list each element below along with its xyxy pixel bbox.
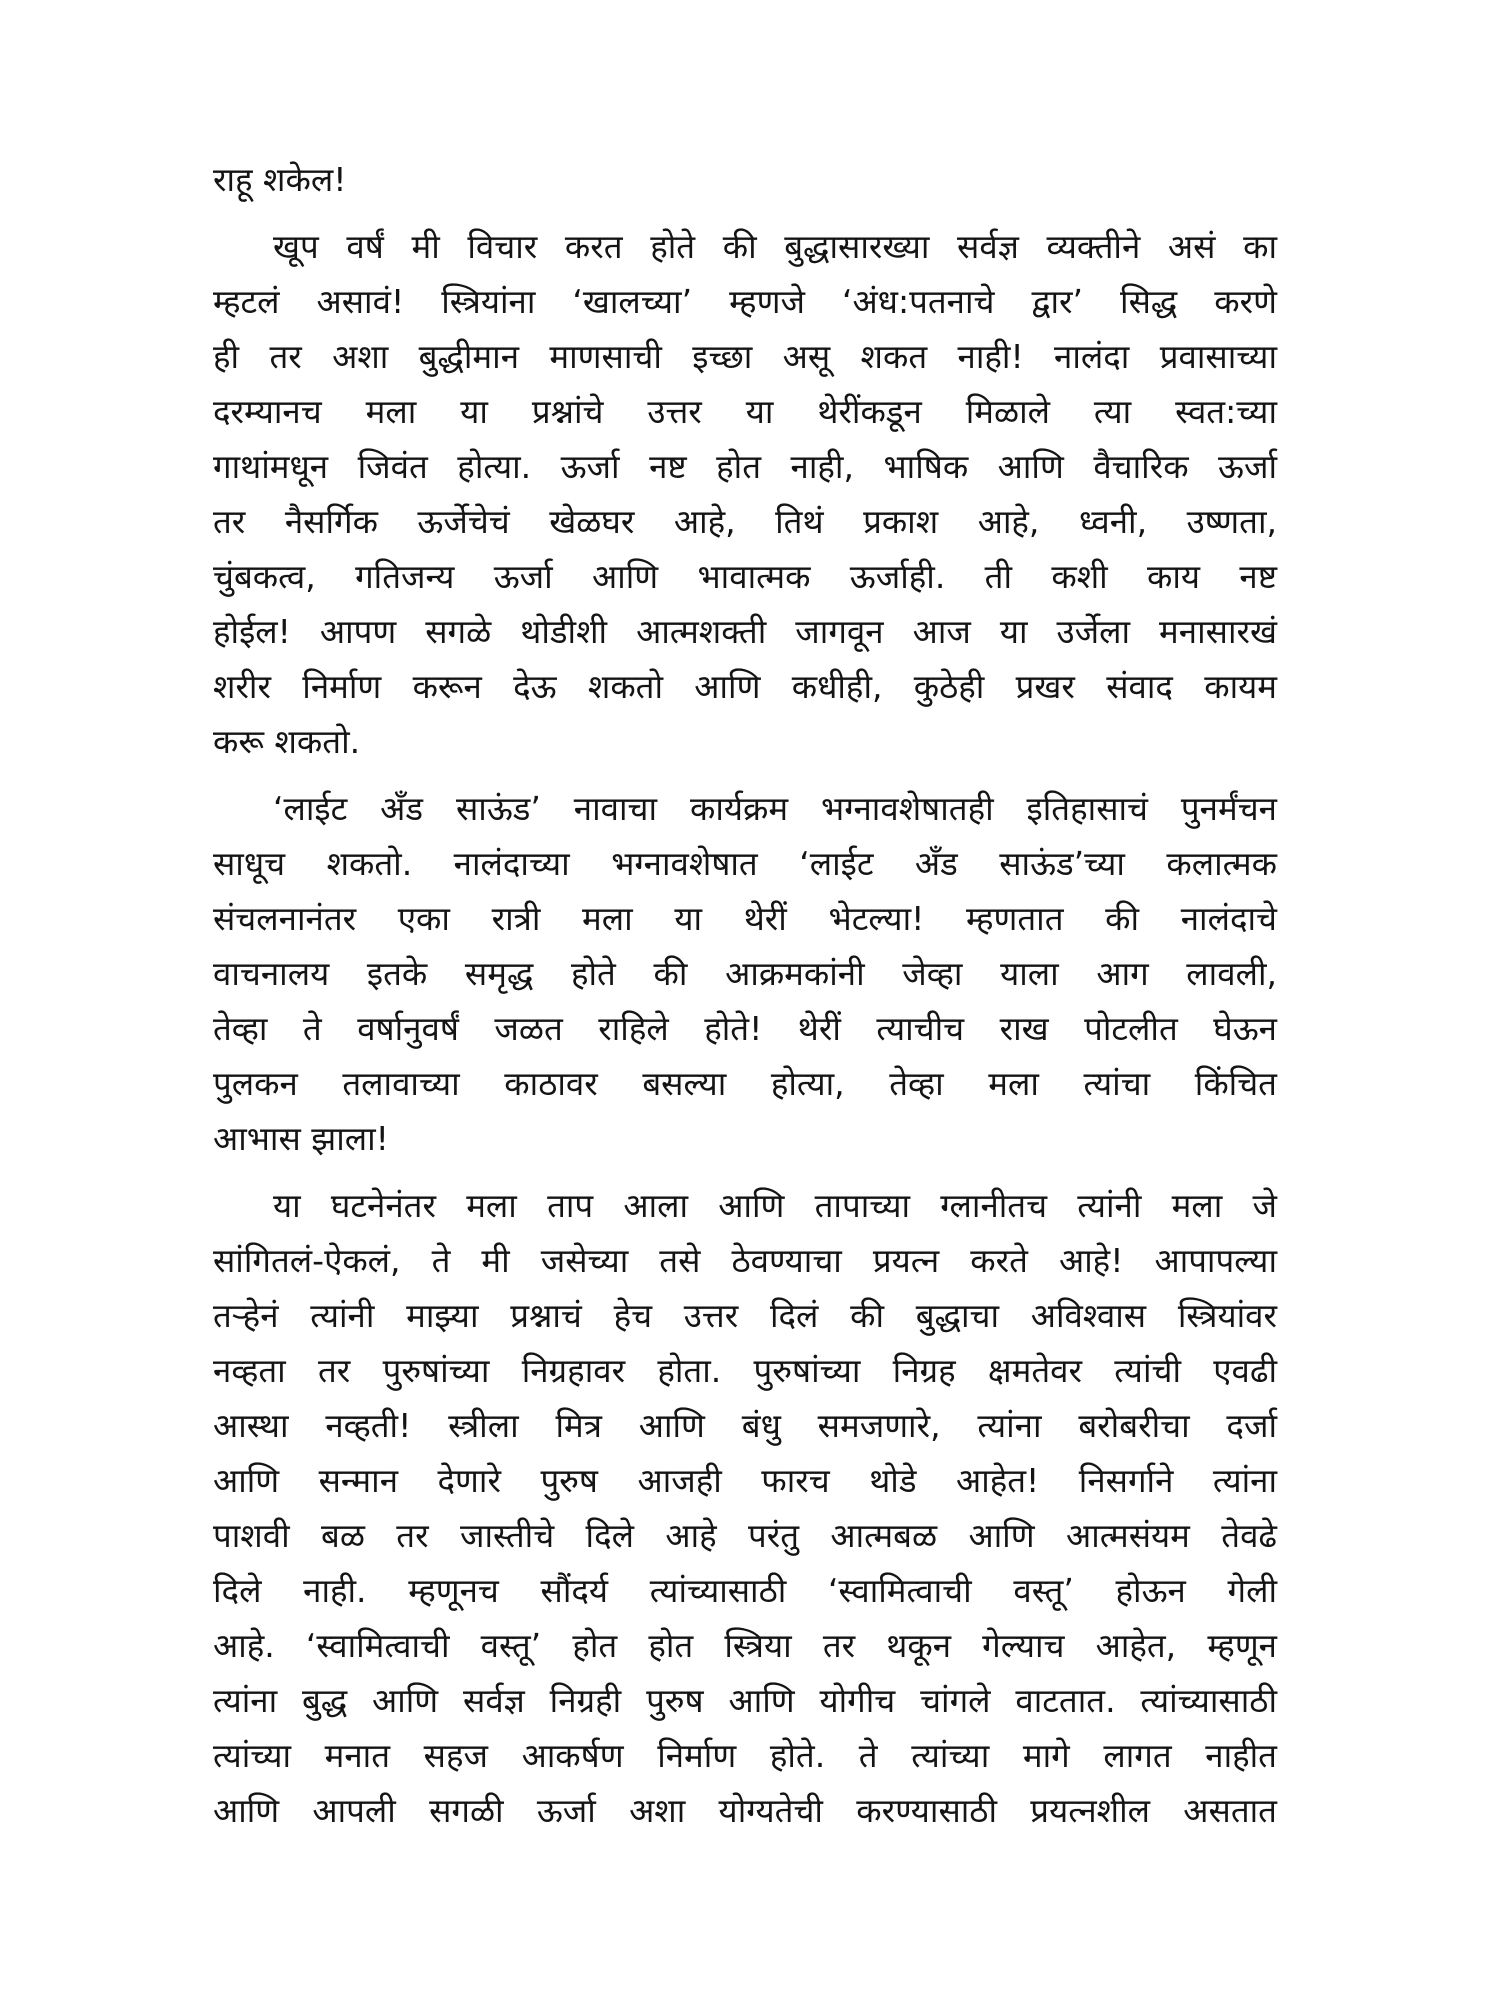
text-line: खूप वर्षं मी विचार करत होते की बुद्धासारख्या सर्वज्ञ व्यक्तीने असं का <box>273 227 1277 266</box>
text-line: त्यांच्या मनात सहज आकर्षण निर्माण होते. ते त्यांच्या मागे लागत नाहीत <box>213 1736 1277 1775</box>
body-text <box>213 152 1277 1838</box>
text-line: आणि आपली सगळी ऊर्जा अशा योग्यतेची करण्यासाठी प्रयत्नशील असतात <box>213 1791 1277 1830</box>
text-line: दरम्यानच मला या प्रश्नांचे उत्तर या थेरींकडून मिळाले त्या स्वत:च्या <box>213 392 1277 431</box>
text-line: ‘लाईट अँड साऊंड’ नावाचा कार्यक्रम भग्नावशेषातही इतिहासाचं पुनर्मंचन <box>273 789 1277 828</box>
text-line: पुलकन तलावाच्या काठावर बसल्या होत्या, तेव्हा मला त्यांचा किंचित <box>213 1064 1277 1103</box>
text-line: ही तर अशा बुद्धीमान माणसाची इच्छा असू शकत नाही! नालंदा प्रवासाच्या <box>213 337 1277 376</box>
text-line: पाशवी बळ तर जास्तीचे दिले आहे परंतु आत्मबळ आणि आत्मसंयम तेवढे <box>213 1516 1277 1555</box>
text-line: तऱ्हेनं त्यांनी माझ्या प्रश्नाचं हेच उत्तर दिलं की बुद्धाचा अविश्वास स्त्रियांवर <box>213 1296 1277 1335</box>
text-line: वाचनालय इतके समृद्ध होते की आक्रमकांनी जेव्हा याला आग लावली, <box>213 954 1277 993</box>
text-line: करू शकतो. <box>213 722 361 761</box>
text-line: तेव्हा ते वर्षानुवर्षं जळत राहिले होते! थेरीं त्याचीच राख पोटलीत घेऊन <box>213 1009 1277 1048</box>
text-line: होईल! आपण सगळे थोडीशी आत्मशक्ती जागवून आज या उर्जेला मनासारखं <box>213 612 1277 651</box>
text-line: आस्था नव्हती! स्त्रीला मित्र आणि बंधु समजणारे, त्यांना बरोबरीचा दर्जा <box>213 1406 1277 1445</box>
text-line: आहे. ‘स्वामित्वाची वस्तू’ होत होत स्त्रिया तर थकून गेल्याच आहेत, म्हणून <box>213 1626 1277 1665</box>
text-line: राहू शकेल! <box>213 160 347 199</box>
text-line: आणि सन्मान देणारे पुरुष आजही फारच थोडे आहेत! निसर्गाने त्यांना <box>213 1461 1277 1500</box>
text-line: चुंबकत्व, गतिजन्य ऊर्जा आणि भावात्मक ऊर्जाही. ती कशी काय नष्ट <box>213 557 1277 596</box>
text-line: दिले नाही. म्हणूनच सौंदर्य त्यांच्यासाठी ‘स्वामित्वाची वस्तू’ होऊन गेली <box>213 1571 1277 1610</box>
text-line: गाथांमधून जिवंत होत्या. ऊर्जा नष्ट होत नाही, भाषिक आणि वैचारिक ऊर्जा <box>213 447 1277 486</box>
text-line: साधूच शकतो. नालंदाच्या भग्नावशेषात ‘लाईट अँड साऊंड’च्या कलात्मक <box>213 844 1277 883</box>
text-line: संचलनानंतर एका रात्री मला या थेरीं भेटल्या! म्हणतात की नालंदाचे <box>213 899 1277 938</box>
text-line: या घटनेनंतर मला ताप आला आणि तापाच्या ग्लानीतच त्यांनी मला जे <box>273 1186 1277 1225</box>
text-line: नव्हता तर पुरुषांच्या निग्रहावर होता. पुरुषांच्या निग्रह क्षमतेवर त्यांची एवढी <box>213 1351 1277 1390</box>
text-line: म्हटलं असावं! स्त्रियांना ‘खालच्या’ म्हणजे ‘अंध:पतनाचे द्वार’ सिद्ध करणे <box>213 282 1277 321</box>
text-line: सांगितलं-ऐकलं, ते मी जसेच्या तसे ठेवण्याचा प्रयत्न करते आहे! आपापल्या <box>213 1241 1277 1280</box>
text-line: त्यांना बुद्ध आणि सर्वज्ञ निग्रही पुरुष आणि योगीच चांगले वाटतात. त्यांच्यासाठी <box>213 1681 1277 1720</box>
text-line: आभास झाला! <box>213 1119 389 1158</box>
text-line: शरीर निर्माण करून देऊ शकतो आणि कधीही, कुठेही प्रखर संवाद कायम <box>213 667 1277 706</box>
text-line: तर नैसर्गिक ऊर्जेचेचं खेळघर आहे, तिथं प्रकाश आहे, ध्वनी, उष्णता, <box>213 502 1277 541</box>
